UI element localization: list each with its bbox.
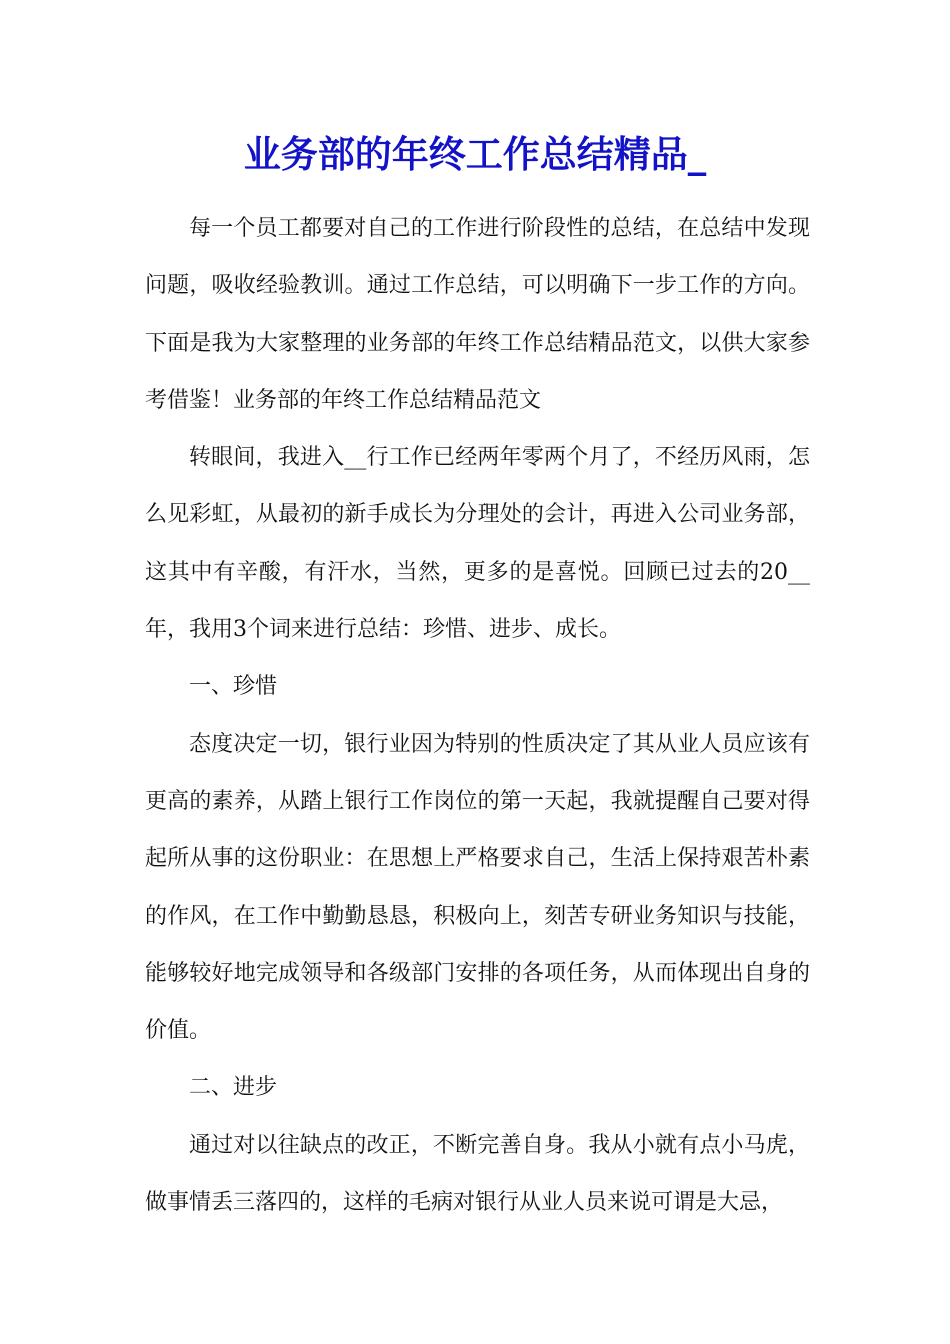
paragraph-intro: 每一个员工都要对自己的工作进行阶段性的总结，在总结中发现问题，吸收经验教训。通过工作总结，可以明确下一步工作的方向。下面是我为大家整理的业务部的年终工作总结精品范文，以供大家参考借鉴！业务部的年终工作总结精品范文 — [145, 216, 810, 413]
paragraph-review: 转眼间，我进入__行工作已经两年零两个月了，不经历风雨，怎么见彩虹，从最初的新手成长为分理处的会计，再进入公司业务部，这其中有辛酸，有汗水，当然，更多的是喜悦。回顾已过去的20__年，我用3个词来进行总结：珍惜、进步、成长。 — [145, 445, 810, 643]
paragraph-progress: 通过对以往缺点的改正，不断完善自身。我从小就有点小马虎，做事情丢三落四的，这样的毛病对银行从业人员来说可谓是大忌， — [145, 1132, 810, 1216]
section-heading-cherish: 一、珍惜 — [189, 674, 278, 700]
document-title: 业务部的年终工作总结精品_ — [243, 132, 707, 176]
paragraph-cherish: 态度决定一切，银行业因为特别的性质决定了其从业人员应该有更高的素养，从踏上银行工作岗位的第一天起，我就提醒自己要对得起所从事的这份职业：在思想上严格要求自己，生活上保持艰苦朴素的作风，在工作中勤勤恳恳，积极向上，刻苦专研业务知识与技能，能够较好地完成领导和各级部门安排的各项任务，从而体现出自身的价值。 — [145, 731, 810, 1044]
section-heading-progress: 二、进步 — [189, 1075, 278, 1101]
document-body — [145, 200, 810, 1231]
